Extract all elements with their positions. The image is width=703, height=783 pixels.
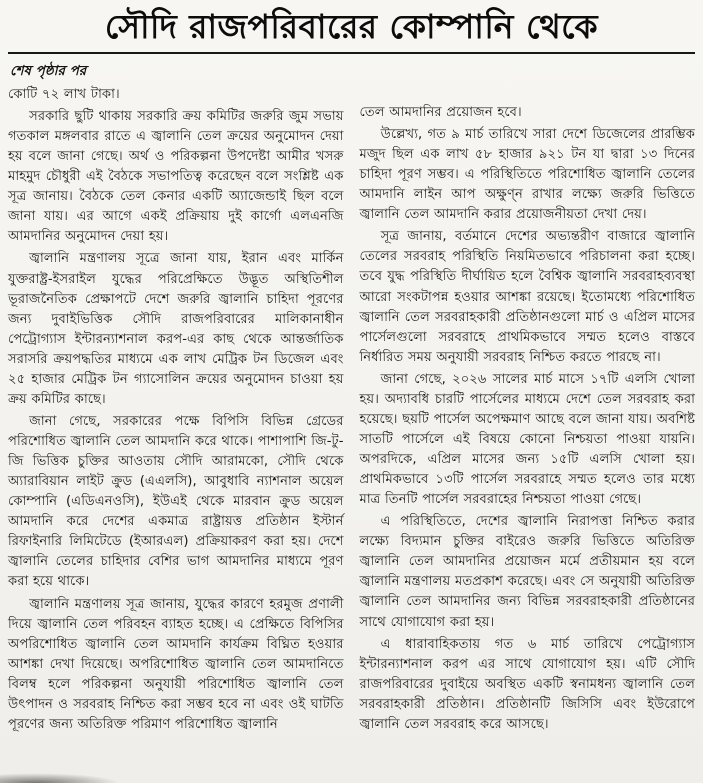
right-column (360, 85, 696, 737)
paragraph: সূত্র জানায়, বর্তমানে দেশের অভ্যন্তরীণ বাজারে জ্বালানি তেলের সরবরাহ পরিস্থিতি নিয়মিতভাবে পরিচালনা করা হচ্ছে। তবে যুদ্ধ পরিস্থিতি দীর্ঘায়িত হলে বৈশ্বিক জ্বালানি সরবরাহব্যবস্থা আরো সংকটাপন্ন হওয়ার আশঙ্কা রয়েছে। ইতোমধ্যে পরিশোধিত জ্বালানি তেল সরবরাহকারী প্রতিষ্ঠানগুলো মার্চ ও এপ্রিল মাসের পার্সেলগুলো সরবরাহে প্রাথমিকভাবে সম্মত হলেও বাস্তবে নির্ধারিত সময় অনুযায়ী সরবরাহ নিশ্চিত করতে পারছে না। (359, 229, 695, 365)
paragraph: সরকারি ছুটি থাকায় সরকারি ক্রয় কমিটির জরুরি জুম সভায় গতকাল মঙ্গলবার রাতে এ জ্বালানি তেল ক্রয়ের অনুমোদন দেয়া হয় বলে জানা গেছে। অর্থ ও পরিকল্পনা উপদেষ্টা আমীর খসরু মাহমুদ চৌধুরী এই বৈঠকে সভাপতিত্ব করেছেন বলে সংশ্লিষ্ট এক সূত্র জানায়। বৈঠকে তেল কেনার একটি অ্যাজেন্ডাই ছিল বলে জানা যায়। এর আগে একই প্রক্রিয়ায় দুই কার্গো এলএনজি আমদানির অনুমোদন দেয়া হয়। (8, 109, 344, 245)
paragraph: জানা গেছে, সরকারের পক্ষে বিপিসি বিভিন্ন গ্রেডের পরিশোধিত জ্বালানি তেল আমদানি করে থাকে। পাশাপাশি জি-টু-জি ভিত্তিক চুক্তির আওতায় সৌদি আরামকো, সৌদি থেকে অ্যারাবিয়ান লাইট ক্রুড (এএলসি), আবুধাবি ন্যাশনাল অয়েল কোম্পানি (এডিএনওসি), ইউএই থেকে মারবান ক্রুড অয়েল আমদানি করে দেশের একমাত্র রাষ্ট্রায়ত্ত প্রতিষ্ঠান ইস্টার্ন রিফাইনারি লিমিটেডে (ইআরএল) প্রক্রিয়াকরণ করা হয়। দেশে জ্বালানি তেলের চাহিদার বেশির ভাগ আমদানির মাধ্যমে পূরণ করা হয়ে থাকে। (8, 413, 344, 590)
article-headline: সৌদি রাজপরিবারের কোম্পানি থেকে (104, 7, 599, 46)
headline-divider (8, 52, 695, 54)
paragraph: জ্বালানি মন্ত্রণালয় সূত্রে জানা যায়, ইরান এবং মার্কিন যুক্তরাষ্ট্র-ইসরাইল যুদ্ধের পরিপ্রেক্ষিতে উদ্ভূত অস্থিতিশীল ভূরাজনৈতিক প্রেক্ষাপটে দেশে জরুরি জ্বালানি চাহিদা পূরণের জন্য দুবাইভিত্তিক সৌদি রাজপরিবারের মালিকানাধীন পেট্রোগ্যাস ইন্টারন্যাশনাল করপ-এর কাছ থেকে আন্তর্জাতিক সরাসরি ক্রয়পদ্ধতির মাধ্যমে এক লাখ মেট্রিক টন ডিজেল এবং ২৫ হাজার মেট্রিক টন গ্যাসোলিন ক্রয়ের অনুমোদন চাওয়া হয় ক্রয় কমিটির কাছে। (8, 251, 344, 407)
scan-smudge (0, 773, 120, 783)
continuation-note: শেষ পৃষ্ঠার পর (10, 62, 87, 79)
paragraph: এ পরিস্থিতিতে, দেশের জ্বালানি নিরাপত্তা নিশ্চিত করার লক্ষ্যে বিদ্যমান চুক্তির বাইরেও জরুরি ভিত্তিতে অতিরিক্ত জ্বালানি তেল আমদানির প্রয়োজন মর্মে প্রতীয়মান হয় বলে জ্বালানি মন্ত্রণালয় মতপ্রকাশ করেছে। এবং সে অনুযায়ী অতিরিক্ত জ্বালানি তেল আমদানির জন্য বিভিন্ন সরবরাহকারী প্রতিষ্ঠানের সাথে যোগাযোগ করা হয়। (359, 514, 695, 630)
article-body (8, 85, 695, 737)
paragraph: তেল আমদানির প্রয়োজন হবে। (359, 104, 522, 120)
paragraph: জানা গেছে, ২০২৬ সালের মার্চ মাসে ১৭টি এলসি খোলা হয়। অদ্যাবধি চারটি পার্সেলের মাধ্যমে দেশে তেল সরবরাহ করা হয়েছে। ছয়টি পার্সেল অপেক্ষমাণ আছে বলে জানা যায়। অবশিষ্ট সাতটি পার্সেলে এই বিষয়ে কোনো নিশ্চয়তা পাওয়া যায়নি। অপরদিকে, এপ্রিল মাসের জন্য ১৫টি এলসি খোলা হয়। প্রাথমিকভাবে ১৩টি পার্সেল সরবরাহে সম্মত হলেও তার মধ্যে মাত্র তিনটি পার্সেল সরবরাহের নিশ্চয়তা পাওয়া গেছে। (359, 371, 695, 508)
paragraph: এ ধারাবাহিকতায় গত ৬ মার্চ তারিখে পেট্রোগ্যাস ইন্টারন্যাশনাল করপ এর সাথে যোগাযোগ হয়। এটি সৌদি রাজপরিবারের দুবাইয়ে অবস্থিত একটি স্বনামধন্য জ্বালানি তেল সরবরাহকারী প্রতিষ্ঠান। প্রতিষ্ঠানটি জিসিসি এবং ইউরোপে জ্বালানি তেল সরবরাহ করে আসছে। (359, 636, 695, 732)
paragraph: জ্বালানি মন্ত্রণালয় সূত্র জানায়, যুদ্ধের কারণে হরমুজ প্রণালী দিয়ে জ্বালানি তেল পরিবহন ব্যাহত হচ্ছে। এ প্রেক্ষিতে বিপিসির অপরিশোধিত জ্বালানি তেল আমদানি কার্যক্রম বিঘ্নিত হওয়ার আশঙ্কা দেখা দিয়েছে। অপরিশোধিত জ্বালানি তেল আমদানিতে বিলম্ব হলে পরিকল্পনা অনুযায়ী পরিশোধিত জ্বালানি তেল উৎপাদন ও সরবরাহ নিশ্চিত করা সম্ভব হবে না এবং ওই ঘাটতি পূরণের জন্য অতিরিক্ত পরিমাণ পরিশোধিত জ্বালানি (8, 596, 344, 732)
paragraph: উল্লেখ্য, গত ৯ মার্চ তারিখে সারা দেশে ডিজেলের প্রারম্ভিক মজুদ ছিল এক লাখ ৫৮ হাজার ৯২১ টন যা দ্বারা ১৩ দিনের চাহিদা পূরণ সম্ভব। এ পরিস্থিতিতে পরিশোধিত জ্বালানি তেলের আমদানি লাইন আপ অক্ষুণ্ন রাখার লক্ষ্যে জরুরি ভিত্তিতে জ্বালানি তেল আমদানি করার প্রয়োজনীয়তা দেখা দেয়। (359, 127, 695, 223)
paragraph: কোটি ৭২ লাখ টাকা। (8, 86, 120, 102)
left-column (8, 85, 344, 737)
